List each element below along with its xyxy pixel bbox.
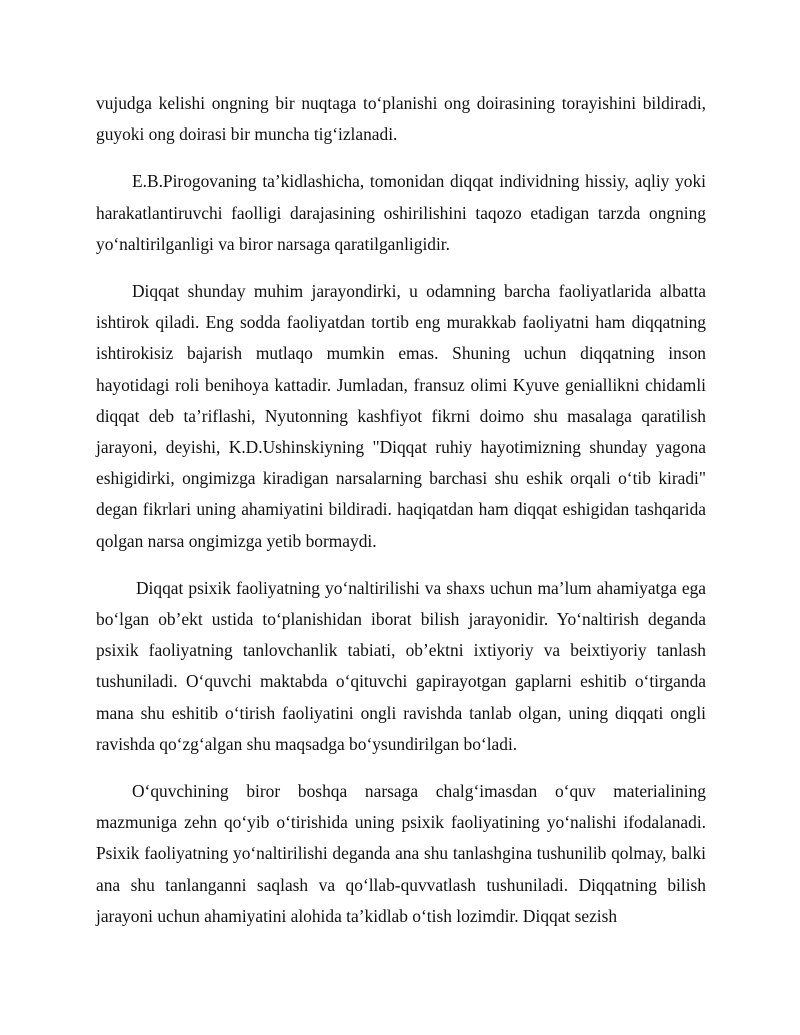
paragraph-1: vujudga kelishi ongning bir nuqtaga to‘planishi ong doirasining torayishini bildiradi, guyoki ong doirasi bir muncha tig‘izlanadi.: [96, 93, 706, 145]
paragraph-4: Diqqat psixik faoliyatning yo‘naltirilishi va shaxs uchun ma’lum ahamiyatga ega bo‘lgan ob’ekt ustida to‘planishidan iborat bilish jarayonidir. Yo‘naltirish deganda psixik faoliyatning tanlovchanlik tabiati, ob’ektni ixtiyoriy va beixtiyoriy tanlash tushuniladi. O‘quvchi maktabda o‘qituvchi gapirayotgan gaplarni eshitib o‘tirganda mana shu eshitib o‘tirish faoliyatini ongli ravishda tanlab olgan, uning diqqati ongli ravishda qo‘zg‘algan shu maqsadga bo‘ysundirilgan bo‘ladi.: [96, 577, 706, 754]
paragraph-2: E.B.Pirogovaning ta’kidlashicha, tomonidan diqqat individning hissiy, aqliy yoki harakatlantiruvchi faolligi darajasining oshirilishini taqozo etadigan tarzda ongning yo‘naltirilganligi va biror narsaga qaratilganligidir.: [96, 171, 706, 254]
paragraph-5: O‘quvchining biror boshqa narsaga chalg‘imasdan o‘quv materialining mazmuniga zehn qo‘yib o‘tirishida uning psixik faoliyatining yo‘nalishi ifodalanadi. Psixik faoliyatning yo‘naltirilishi deganda ana shu tanlashgina tushunilib qolmay, balki ana shu tanlanganni saqlash va qo‘llab-quvvatlash tushuniladi. Diqqatning bilish jarayoni uchun ahamiyatini alohida ta’kidlab o‘tish lozimdir. Diqqat sezish: [96, 781, 706, 926]
paragraph-3: Diqqat shunday muhim jarayondirki, u odamning barcha faoliyatlarida albatta ishtirok qiladi. Eng sodda faoliyatdan tortib eng murakkab faoliyatni ham diqqatning ishtirokisiz bajarish mutlaqo mumkin emas. Shuning uchun diqqatning inson hayotidagi roli benihoya kattadir. Jumladan, fransuz olimi Kyuve geniallikni chidamli diqqat deb ta’riflashi, Nyutonning kashfiyot fikrni doimo shu masalaga qaratilish jarayoni, deyishi, K.D.Ushinskiyning "Diqqat ruhiy hayotimizning shunday yagona eshigidirki, ongimizga kiradigan narsalarning barchasi shu eshik orqali o‘tib kiradi" degan fikrlari uning ahamiyatini bildiradi. haqiqatdan ham diqqat eshigidan tashqarida qolgan narsa ongimizga yetib bormaydi.: [96, 281, 706, 551]
document-page: [96, 88, 706, 948]
